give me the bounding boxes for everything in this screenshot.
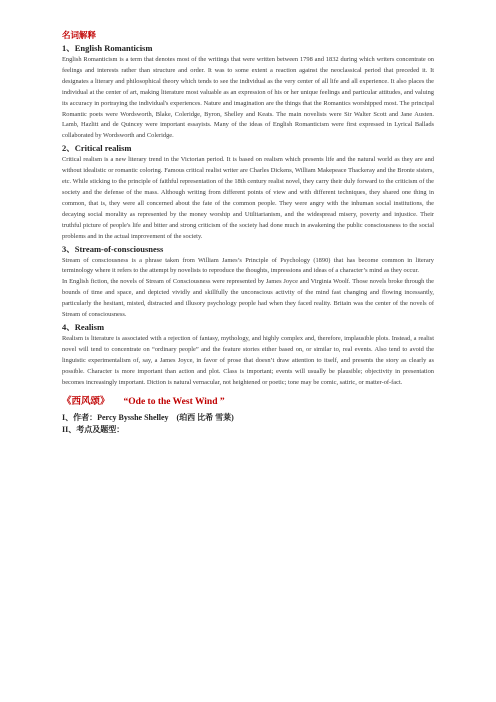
section-stream-of-consciousness bbox=[62, 244, 434, 321]
page-heading: 名词解释 bbox=[62, 30, 97, 40]
section-paragraph: Realism is literature is associated with a rejection of fantasy, mythology, and highly complex and, therefore, implausible plots. Instead, a realist novel will tend to concentrate on “ordinary people” and the feature stories either based on, or similar to, real events. Also tend to avoid the linguistic experimentalism of, say, a James Joyce, in favor of prose that doesn’t draw attention to itself, and presents the story as clearly as possible. Character is more important than action and plot. Class is important; events will usually be plausible; objectivity in presentation becomes increasingly important. Diction is natural vernacular, not heightened or poetic; tone may be comic, satiric, or matter-of-fact. bbox=[62, 334, 434, 386]
document-page bbox=[62, 30, 434, 436]
author-label: I、作者：Percy Bysshe Shelley bbox=[62, 413, 169, 423]
section-heading: 3、Stream-of-consciousness bbox=[62, 243, 164, 254]
section-realism bbox=[62, 322, 434, 389]
section-paragraph: Stream of consciousness is a phrase taken from William James’s Principle of Psychology (1890) that has become common in literary terminology where it refers to the attempt by novelists to reproduce the thoughts, impressions and ideas of a character’s mind as they occur. bbox=[62, 256, 434, 275]
section-heading: 2、Critical realism bbox=[62, 143, 132, 154]
poem-title-chinese: 《西风颂》 bbox=[62, 397, 110, 408]
points-heading: II、考点及题型： bbox=[62, 425, 125, 435]
section-paragraph: Critical realism is a new literary trend in the Victorian period. It is based on realism which presents life and the natural world as they are and without idealistic or romantic coloring. Famous critical realist writer are Charles Dickens, William Makepeace Thackeray and the Bronte sisters, etc. While sticking to the principle of faithful representation of the 18th century realist novel, they carry their duly forward to the criticism of the society and the defense of the mass. Although writing from different points of view and with different techniques, they shared one thing in common, that is, they were all concerned about the fate of the common people. They were angry with the inhuman social institutions, the decaying social morality as represented by the money worship and Utilitarianism, and the widespread misery, poverty and injustice. Their truthful picture of people's life and bitter and strong criticism of the society had done much in awakening the public consciousness to the social problems and in the actual improvement of the society. bbox=[62, 156, 434, 240]
section-heading: 4、Realism bbox=[62, 321, 105, 332]
section-english-romanticism bbox=[62, 43, 434, 142]
section-paragraph: English Romanticism is a term that denotes most of the writings that were written between 1798 and 1832 during which writers concentrate on feelings and interests rather than structure and order. It was to some extent a reaction against the neoclassical period that preceded it. It designates a literary and philosophical theory which tends to see the individual as the very center of all life and all experience. It also places the individual at the center of art, making literature most valuable as an expression of his or her unique feelings and particular attitudes, and valuing its accuracy in portraying the individual's experiences. Nature and imagination are the things that the Romantics worshipped most. The principal Romantic poets were Wordsworth, Blake, Coleridge, Byron, Shelley and Keats. The main novelists were Sir Walter Scott and Jane Austen. Lamb, Hazlitt and de Quincey were important essayists. Many of the ideas of English Romanticism were first expressed in Lyrical Ballads collaborated by Wordsworth and Coleridge. bbox=[62, 56, 434, 140]
poem-title-english: “Ode to the West Wind ” bbox=[123, 397, 225, 408]
author-line bbox=[62, 412, 434, 424]
section-critical-realism bbox=[62, 143, 434, 242]
author-chinese-name: (珀西 比希 雪莱) bbox=[176, 413, 234, 423]
section-heading: 1、English Romanticism bbox=[62, 43, 153, 53]
poem-title bbox=[62, 396, 434, 409]
section-paragraph: In English fiction, the novels of Stream of Consciousness were represented by James Joyce and Virginia Woolf. Those novels broke through the bounds of time and space, and depicted vividly and skillfully the unconscious activity of the mind fast changing and flowing incessantly, particularly the hesitant, misted, distracted and illusory psychology people had when they faced reality. Britain was the center of the novels of Stream of consciousness. bbox=[62, 278, 434, 319]
